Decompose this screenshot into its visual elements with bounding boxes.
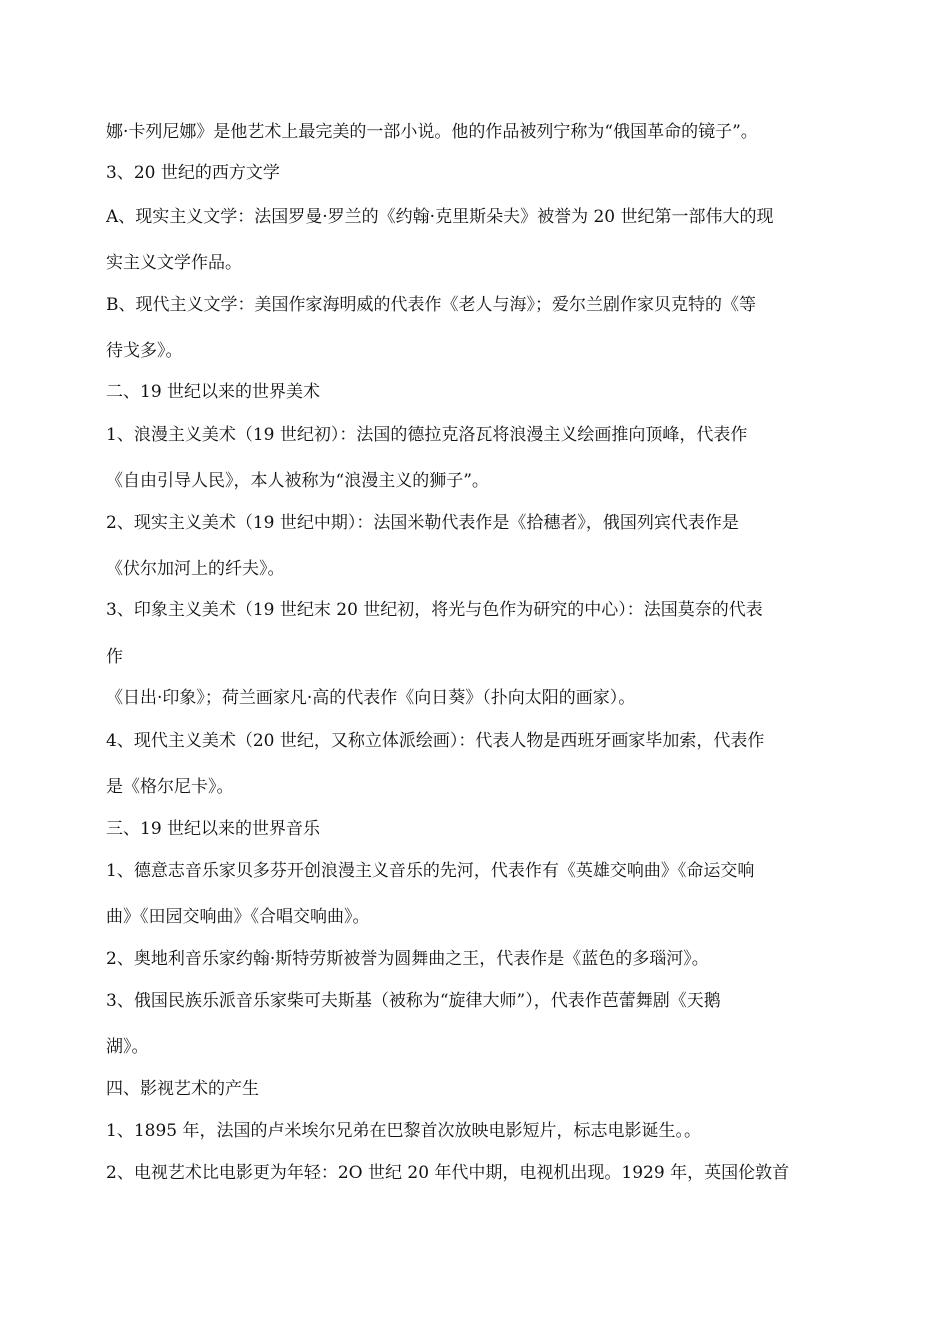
text-line-21: 3、俄国民族乐派音乐家柴可夫斯基（被称为“旋律大师”），代表作芭蕾舞剧《天鹅 xyxy=(106,991,721,1011)
text-line-9: 《自由引导人民》，本人被称为“浪漫主义的狮子”。 xyxy=(106,471,489,491)
text-line-20: 2、奥地利音乐家约翰·斯特劳斯被誉为圆舞曲之王，代表作是《蓝色的多瑙河》。 xyxy=(106,949,709,969)
text-line-24: 1、1895 年，法国的卢米埃尔兄弟在巴黎首次放映电影短片，标志电影诞生。。 xyxy=(106,1121,701,1141)
text-line-4: 实主义文学作品。 xyxy=(106,253,242,273)
text-line-25: 2、电视艺术比电影更为年轻：2O 世纪 20 年代中期，电视机出现。1929 年，英国伦敦首 xyxy=(106,1163,790,1183)
text-line-18: 1、德意志音乐家贝多芬开创浪漫主义音乐的先河，代表作有《英雄交响曲》《命运交响 xyxy=(106,861,755,881)
text-line-8: 1、浪漫主义美术（19 世纪初）：法国的德拉克洛瓦将浪漫主义绘画推向顶峰，代表作 xyxy=(106,425,748,445)
text-line-16: 是《格尔尼卡》。 xyxy=(106,777,234,797)
text-line-22: 湖》。 xyxy=(106,1037,149,1057)
text-line-12: 3、印象主义美术（19 世纪末 20 世纪初，将光与色作为研究的中心）：法国莫奈的代表 xyxy=(106,600,763,620)
text-line-6: 待戈多》。 xyxy=(106,341,183,361)
text-line-15: 4、现代主义美术（20 世纪，又称立体派绘画）：代表人物是西班牙画家毕加索，代表作 xyxy=(106,731,765,751)
text-line-5: B、现代主义文学：美国作家海明威的代表作《老人与海》；爱尔兰剧作家贝克特的《等 xyxy=(106,295,756,315)
text-line-2: 3、20 世纪的西方文学 xyxy=(106,163,280,183)
text-line-10: 2、现实主义美术（19 世纪中期）：法国米勒代表作是《拾穗者》，俄国列宾代表作是 xyxy=(106,513,739,533)
section-heading-3: 三、19 世纪以来的世界音乐 xyxy=(106,819,321,839)
text-line-14: 《日出·印象》；荷兰画家凡·高的代表作《向日葵》（扑向太阳的画家）。 xyxy=(106,688,636,708)
text-line-1: 娜·卡列尼娜》是他艺术上最完美的一部小说。他的作品被列宁称为“俄国革命的镜子”。 xyxy=(106,122,758,142)
text-line-3: A、现实主义文学：法国罗曼·罗兰的《约翰·克里斯朵夫》被誉为 20 世纪第一部伟大的现 xyxy=(106,207,774,227)
text-line-19: 曲》《田园交响曲》《合唱交响曲》。 xyxy=(106,907,370,927)
text-line-13: 作 xyxy=(106,647,123,667)
section-heading-4: 四、影视艺术的产生 xyxy=(106,1079,259,1099)
section-heading-2: 二、19 世纪以来的世界美术 xyxy=(106,382,321,402)
text-line-11: 《伏尔加河上的纤夫》。 xyxy=(106,559,285,579)
